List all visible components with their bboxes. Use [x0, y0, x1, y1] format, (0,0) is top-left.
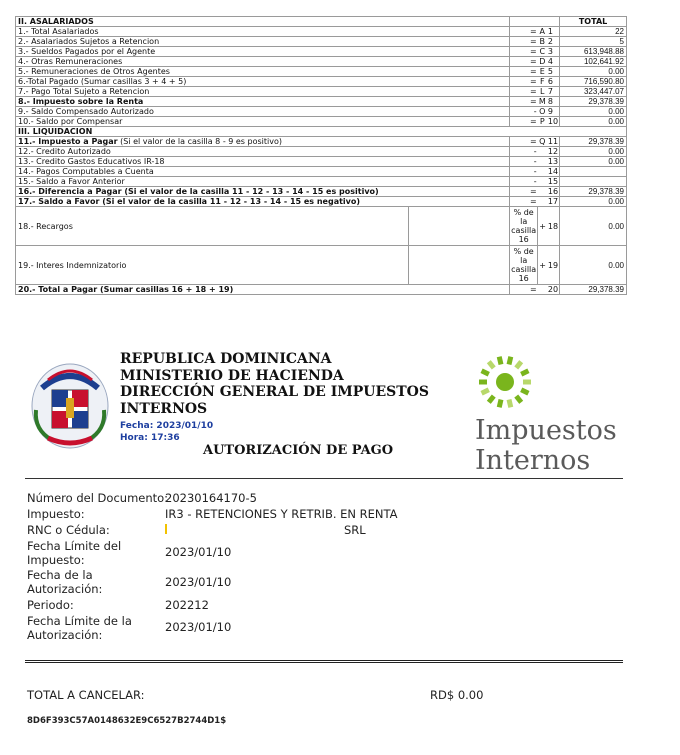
rnc-value: SRL	[344, 523, 366, 537]
row-label-note: (Si el valor de la casilla 8 - 9 es positivo)	[117, 137, 282, 146]
row-label: 18.- Recargos	[16, 207, 409, 246]
row-code: P	[538, 117, 547, 127]
row-code: F	[538, 77, 547, 87]
row-code	[538, 285, 547, 295]
row-code: M	[538, 97, 546, 106]
logo-ray	[514, 395, 523, 404]
org-line-internos: INTERNOS	[120, 400, 208, 417]
row-code: D	[539, 57, 546, 66]
row-label: 4.- Otras Remuneraciones	[16, 57, 510, 67]
document-number-label: Número del Documento:	[27, 491, 169, 505]
row-code	[538, 167, 547, 177]
logo-ray	[487, 395, 496, 404]
row-value: 29,378.39	[560, 137, 627, 147]
row-sign: -	[510, 147, 538, 157]
row-label: 15.- Saldo a Favor Anterior	[16, 177, 510, 187]
row-sign: =	[510, 47, 538, 57]
table-row	[16, 177, 627, 187]
logo-ray	[487, 360, 496, 369]
row-percentage-label: % de la casilla 16	[511, 208, 537, 244]
row-value: 0.00	[560, 67, 627, 77]
row-sign: =	[510, 57, 538, 67]
table-row	[16, 137, 627, 147]
verification-hash: 8D6F393C57A0148632E9C6527B2744D1$	[27, 716, 227, 726]
row-label: 16.- Diferencia a Pagar (Si el valor de la casilla 11 - 12 - 13 - 14 - 15 es positivo)	[16, 187, 510, 197]
row-label: 9.- Saldo Compensado Autorizado	[16, 107, 510, 117]
row-label: 10.- Saldo por Compensar	[16, 117, 510, 127]
impuestos-internos-logo-icon	[470, 349, 540, 415]
org-line-country: REPUBLICA DOMINICANA	[120, 351, 332, 367]
row-box-number: 20	[547, 285, 559, 294]
row-box-number: 12	[547, 147, 559, 156]
row-label: 1.- Total Asalariados	[16, 27, 510, 37]
row-box-number: 16	[547, 187, 559, 196]
row-code: E	[538, 67, 547, 77]
row-value: 0.00	[560, 107, 627, 117]
row-code	[538, 187, 547, 197]
logo-ray	[479, 380, 487, 385]
row-value: 716,590.80	[560, 77, 627, 87]
row-sign: =	[510, 27, 538, 37]
row-box-number: 18	[547, 207, 560, 246]
logo-word-impuestos: Impuestos	[475, 415, 617, 446]
row-code	[538, 197, 547, 207]
period-label: Periodo:	[27, 598, 74, 612]
org-line-ministry: MINISTERIO DE HACIENDA	[120, 367, 344, 384]
row-label: 17.- Saldo a Favor (Si el valor de la casilla 11 - 12 - 13 - 14 - 15 es negativo)	[16, 197, 510, 207]
row-value: 22	[560, 27, 627, 37]
row-sign: =	[510, 197, 538, 207]
row-sign: -	[510, 107, 538, 117]
row-box-number: 10	[547, 117, 559, 126]
row-sign: =	[510, 67, 538, 77]
row-sign: =	[510, 87, 538, 97]
row-label: 20.- Total a Pagar (Sumar casillas 16 + 18 + 19)	[16, 285, 510, 295]
table-row	[16, 97, 627, 107]
row-sign: -	[510, 177, 538, 187]
row-label: 6.-Total Pagado (Sumar casillas 3 + 4 + 5)	[16, 77, 510, 87]
row-box-number: 14	[547, 167, 559, 176]
table-row	[16, 117, 627, 127]
tax-deadline-value: 2023/01/10	[165, 545, 232, 559]
row-box-number: 13	[547, 157, 559, 166]
row-box-number: 3	[547, 47, 560, 57]
redaction-mark	[165, 524, 167, 534]
row-label: 19.- Interes Indemnizatorio	[16, 246, 409, 285]
authorization-deadline-value: 2023/01/10	[165, 620, 232, 634]
row-code: B	[539, 37, 546, 46]
row-value: 323,447.07	[560, 87, 627, 97]
table-row	[16, 187, 627, 197]
table-row	[16, 157, 627, 167]
row-spacer	[409, 246, 510, 285]
tax-table	[15, 16, 627, 295]
row-box-number: 11	[547, 137, 559, 146]
authorization-date-label: Fecha de la Autorización:	[27, 568, 103, 596]
section-header-liquidacion	[16, 127, 627, 137]
row-value	[560, 167, 627, 177]
section-header-asalariados	[16, 17, 627, 27]
table-row	[16, 167, 627, 177]
row-code	[538, 157, 547, 167]
row-sign: =	[510, 285, 538, 295]
row-code: C	[539, 47, 546, 56]
row-label: 5.- Remuneraciones de Otros Agentes	[16, 67, 510, 77]
document-number-value: 20230164170-5	[165, 491, 257, 505]
row-sign: -	[510, 167, 538, 177]
row-sign: +	[538, 246, 547, 285]
rnc-label: RNC o Cédula:	[27, 523, 110, 537]
table-row	[16, 27, 627, 37]
table-row-percentage	[16, 207, 627, 246]
tax-label: Impuesto:	[27, 507, 85, 521]
row-code	[538, 177, 547, 187]
authorization-deadline-label: Fecha Límite de la Autorización:	[27, 614, 132, 642]
issue-date: Fecha: 2023/01/10	[120, 421, 214, 431]
row-value: 29,378.39	[560, 285, 627, 295]
row-sign: =	[510, 97, 538, 107]
row-value: 0.00	[560, 197, 627, 207]
row-box-number: 9	[547, 107, 560, 117]
row-value: 0.00	[560, 157, 627, 167]
divider-bottom	[25, 660, 623, 663]
tax-deadline-label: Fecha Límite del Impuesto:	[27, 539, 122, 567]
table-row	[16, 37, 627, 47]
row-box-number: 7	[547, 87, 560, 97]
row-label: 14.- Pagos Computables a Cuenta	[16, 167, 510, 177]
row-value: 0.00	[560, 117, 627, 127]
row-box-number: 17	[547, 197, 559, 206]
row-label-bold: 11.- Impuesto a Pagar	[18, 137, 118, 146]
row-value: 102,641.92	[560, 57, 627, 67]
row-value	[560, 177, 627, 187]
row-sign: =	[510, 187, 538, 197]
table-row	[16, 197, 627, 207]
table-row	[16, 87, 627, 97]
logo-ray	[497, 399, 504, 408]
row-sign: =	[510, 37, 538, 47]
row-code: L	[538, 87, 547, 97]
row-box-number: 8	[547, 97, 560, 107]
row-label: 8.- Impuesto sobre la Renta	[16, 97, 510, 107]
row-code: O	[539, 107, 546, 116]
row-sign: -	[510, 157, 538, 167]
row-sign: +	[538, 207, 547, 246]
issue-time: Hora: 17:36	[120, 433, 180, 443]
coat-of-arms-emblem	[28, 358, 112, 452]
row-percentage-label: % de la casilla 16	[511, 247, 537, 283]
row-value: 0.00	[560, 207, 627, 246]
row-box-number: 5	[547, 67, 560, 77]
logo-ray	[497, 356, 504, 365]
row-value: 0.00	[560, 147, 627, 157]
row-code: Q	[539, 137, 546, 146]
row-box-number: 4	[547, 57, 560, 67]
row-value: 0.00	[560, 246, 627, 285]
logo-ray	[507, 356, 514, 365]
row-value: 29,378.39	[560, 187, 627, 197]
org-line-direction: DIRECCIÓN GENERAL DE IMPUESTOS	[120, 384, 429, 400]
row-label: 3.- Sueldos Pagados por el Agente	[16, 47, 510, 57]
section-title: III. LIQUIDACION	[16, 127, 627, 137]
table-row	[16, 47, 627, 57]
period-value: 202212	[165, 598, 209, 612]
logo-ray	[480, 388, 489, 396]
logo-word-internos: Internos	[475, 445, 591, 476]
row-spacer	[409, 207, 510, 246]
table-row	[16, 147, 627, 157]
row-sign: =	[510, 137, 538, 147]
row-value: 5	[560, 37, 627, 47]
row-sign: =	[510, 77, 538, 87]
logo-ray	[507, 399, 514, 408]
row-box-number: 2	[547, 37, 560, 47]
table-row-percentage	[16, 246, 627, 285]
logo-ray	[480, 368, 489, 376]
table-row	[16, 67, 627, 77]
logo-ray	[520, 388, 529, 396]
row-label: 12.- Credito Autorizado	[16, 147, 510, 157]
row-label	[16, 137, 510, 147]
row-sign: =	[510, 117, 538, 127]
total-to-cancel-value: RD$ 0.00	[430, 688, 484, 702]
table-row	[16, 107, 627, 117]
row-box-number: 6	[547, 77, 560, 87]
table-row-total	[16, 285, 627, 295]
authorization-date-value: 2023/01/10	[165, 575, 232, 589]
logo-ray	[520, 368, 529, 376]
row-code	[538, 147, 547, 157]
total-column-header: TOTAL	[560, 17, 627, 27]
table-row	[16, 77, 627, 87]
row-code: A	[539, 27, 546, 36]
row-label: 13.- Credito Gastos Educativos IR-18	[16, 157, 510, 167]
row-box-number: 1	[547, 27, 560, 37]
logo-ray	[523, 380, 531, 385]
total-to-cancel-label: TOTAL A CANCELAR:	[27, 688, 145, 702]
section-title: II. ASALARIADOS	[16, 17, 510, 27]
row-value: 613,948.88	[560, 47, 627, 57]
organization-name-block	[120, 351, 429, 417]
divider-top	[25, 478, 623, 479]
page-title: AUTORIZACIÓN DE PAGO	[203, 443, 394, 458]
tax-value: IR3 - RETENCIONES Y RETRIB. EN RENTA	[165, 507, 398, 521]
row-box-number: 15	[547, 177, 559, 186]
row-box-number: 19	[547, 246, 560, 285]
logo-ray	[514, 360, 523, 369]
table-row	[16, 57, 627, 67]
row-label: 7.- Pago Total Sujeto a Retencion	[16, 87, 510, 97]
row-value: 29,378.39	[560, 97, 627, 107]
row-label: 2.- Asalariados Sujetos a Retencion	[16, 37, 510, 47]
